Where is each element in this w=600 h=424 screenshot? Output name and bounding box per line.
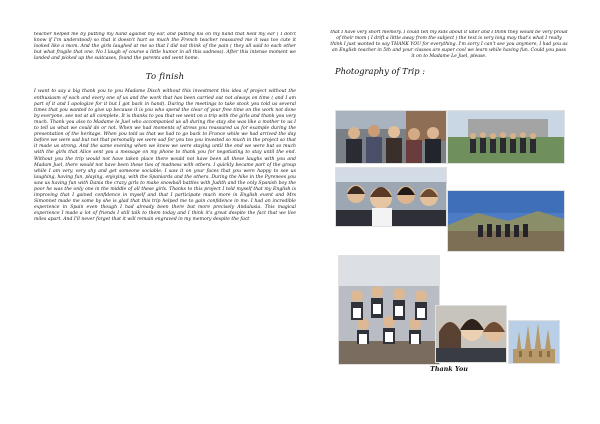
- photo-selfie-group: [335, 167, 447, 227]
- photo-group-street: [335, 110, 447, 164]
- left-page: [34, 32, 296, 392]
- continued-paragraph: that I have very short memory. I could tell my kids about it later and I think they would be very proud of their mom ( I drift a little away from the subject ) the text is very long may that's what I really think I just wanted to say THANK YOU for everything. I'm sorry I can't see you anymore, I had you as an English teacher in 5th and your classes are super cool we learn while having fun. Could you pass it on to Madame Le Juel, please.: [330, 30, 568, 60]
- photo-section-title: Photography of Trip :: [335, 66, 426, 77]
- photo-group-certificates: [338, 255, 440, 365]
- photo-cathedral: [508, 320, 560, 364]
- intro-paragraph: teacher helped me by putting my hand against my ear, and putting his on my hand that held my ear ( I don't know if I'm understood) so that it doesn't hurt so much the French teacher reassured me it was too cute it looked like a mom. And the girls laughed at me so that I did not think of the pain ( they all said to each other but what fragile that one. No I laugh of course a little humor in all this sadness). After this intense moment we landed and picked up the suitcases, found the parents and went home.: [34, 32, 296, 62]
- photo-collage: [330, 30, 568, 400]
- right-page: [330, 30, 568, 400]
- closing-paragraph: I want to say a big thank you to you Madame Disch without this investment this idea of project without the enthusiasm of each and every one of us and the work that has been carried out not always on time ( and I am part of it and I apologize for it but I got back in hand). During the meetings to take stock you told us several times that you wanted to give up because it is you who spend the clear of your free time on the work not done by everyone, see not at all complete. It is thanks to you that we went on a trip with the girls and thank you very much. Thank you also to Madame le Juel who accompanied us all during the stay she was like a mother to us I to tell us what we could do or not. When we had moments of stress you reassured us for example during the presentation of the heritage. When you told us that we had to go back to France while we had arrived the day before we were sad but not that personally we were sad for you too you invested so much in the project so that it made us strong. And the same evening when we knew we were staying until the end we were but so much with the girls that Alice sent you a message on my phone to thank you for negotiating to stay until the end. Without you the trip would not have taken place there would not have been all these laughs with you and Madam Juel, there would not have been these ties of madness with others. I quickly became part of the group while I am very, very shy and get someone sociable. I saw it on your faces that you were happy to see us laughing, having fun, playing, enjoying, with the Spaniards and the others. During the hike in the Pyrenees you saw us having fun with Dania the crazy girls to make snowball battles with Judith and the only Spanish boy the poor he was the only one in the middle of all these girls. Thanks to this project I told myself that my English is improving that I gained confidence in myself and that I participate much more in English event and Mrs Simonnet made me some by she is glad that this trip helped me to gain confidence in me. I had an incredible experience in Spain even though I had already been there but more precisely Andalusia. This magical experience I made a lot of friends I still talk to them today and I think it's great despite the fact that we live miles apart. And I'll never forget that it will remain engraved in my memory despite the fact: [34, 89, 296, 223]
- photo-group-landscape: [447, 190, 565, 252]
- photo-selfie-three: [435, 305, 507, 363]
- thank-you-caption: Thank You: [430, 365, 468, 373]
- photo-group-field: [447, 110, 565, 164]
- section-title-to-finish: To finish: [145, 72, 185, 83]
